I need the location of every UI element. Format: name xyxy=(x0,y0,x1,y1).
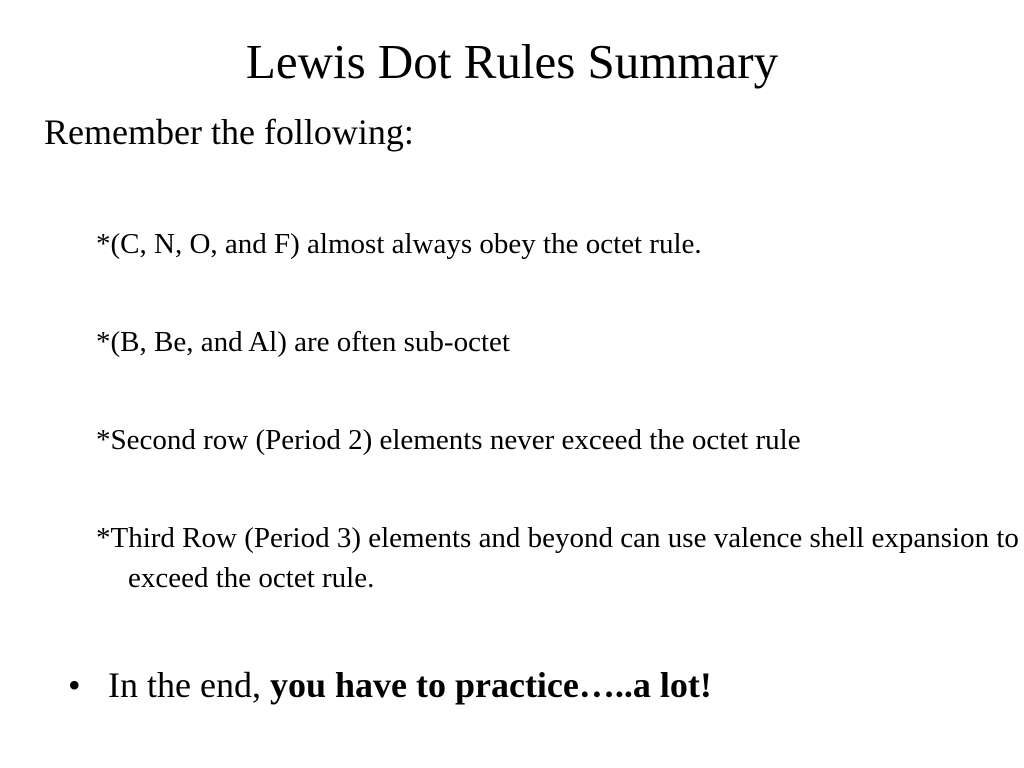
rule-item: *(B, Be, and Al) are often sub-octet xyxy=(96,326,510,358)
final-bullet-point xyxy=(68,662,712,708)
rule-item: *Second row (Period 2) elements never exceed the octet rule xyxy=(96,424,801,456)
slide-title: Lewis Dot Rules Summary xyxy=(245,34,779,89)
final-lead-text: In the end, xyxy=(108,665,270,705)
bullet-icon: • xyxy=(68,665,81,705)
final-emphasis-text: you have to practice…..a lot! xyxy=(269,665,712,705)
rule-item: *Third Row (Period 3) elements and beyond can use valence shell expansion to exceed the octet rule. xyxy=(96,522,1019,594)
intro-text: Remember the following: xyxy=(44,112,414,152)
rule-item: *(C, N, O, and F) almost always obey the octet rule. xyxy=(96,228,702,260)
